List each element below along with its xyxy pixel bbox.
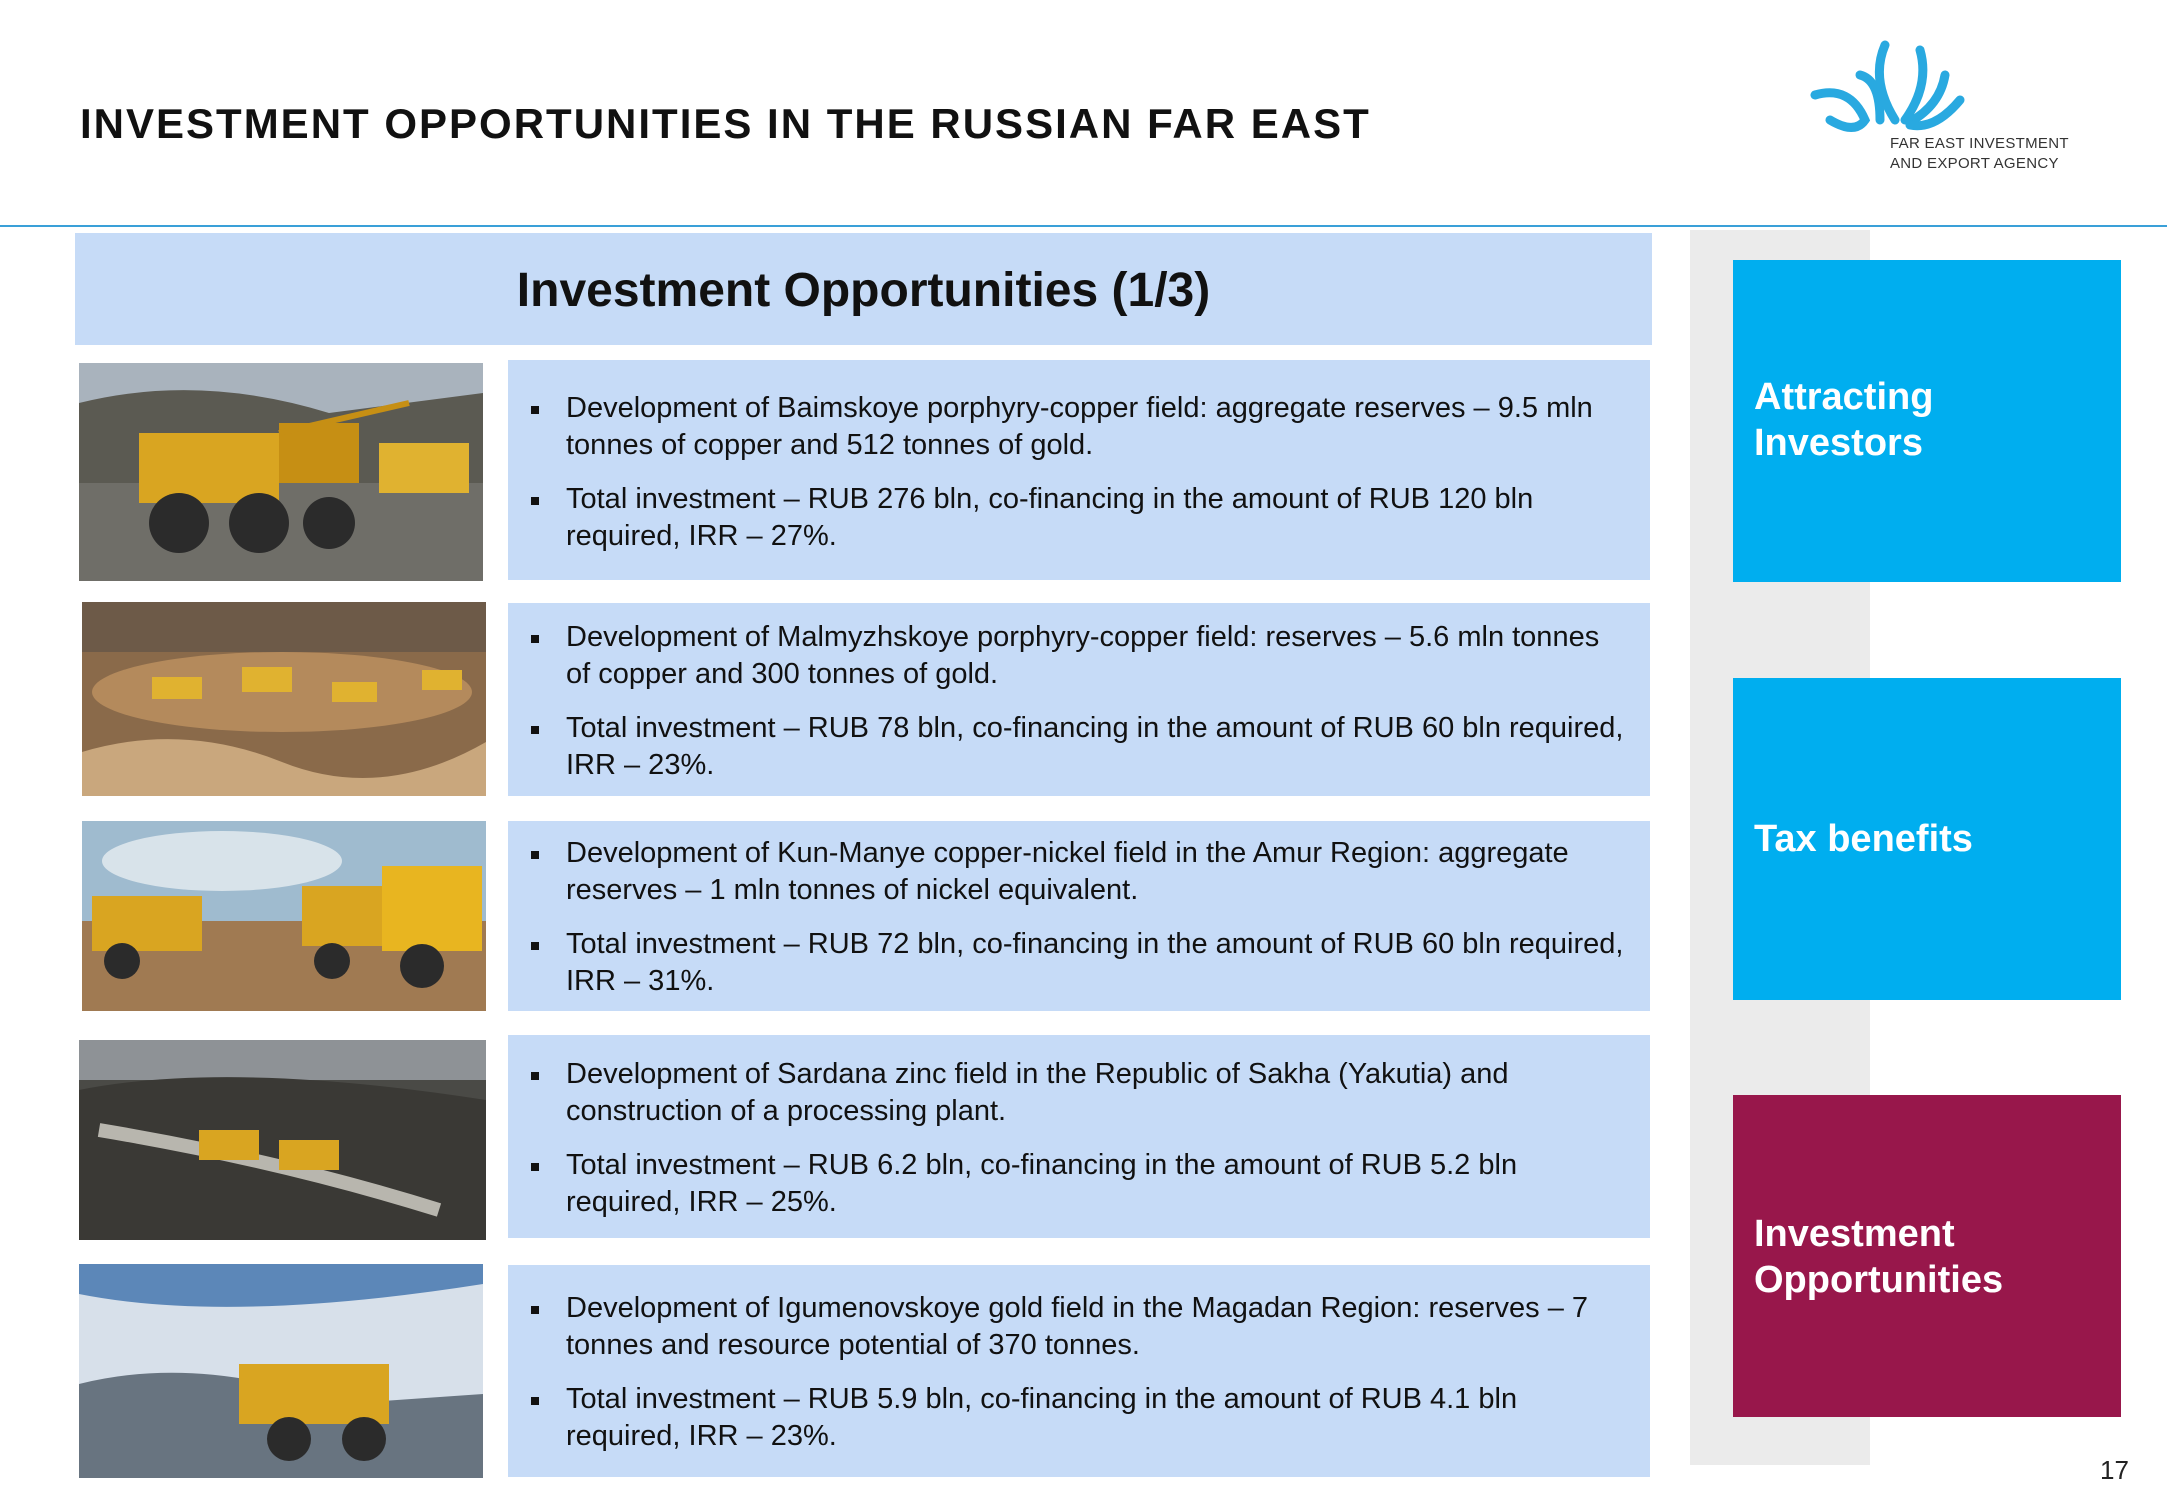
opportunity-description: Development of Sardana zinc field in the Republic of Sakha (Yakutia) and construction of a processing plant. xyxy=(508,1056,1650,1130)
agency-logo xyxy=(1810,40,2070,190)
opportunity-financials: Total investment – RUB 6.2 bln, co-financing in the amount of RUB 5.2 bln required, IRR – 25%. xyxy=(508,1147,1650,1221)
opportunity-description: Development of Kun-Manye copper-nickel field in the Amur Region: aggregate reserves – 1 mln tonnes of nickel equivalent. xyxy=(508,835,1650,909)
page-title: INVESTMENT OPPORTUNITIES IN THE RUSSIAN FAR EAST xyxy=(80,100,1371,147)
opportunity-sardana xyxy=(508,1035,1650,1238)
open-pit-excavators-photo xyxy=(82,602,486,796)
nav-card-attracting-investors[interactable] xyxy=(1733,260,2121,582)
section-header xyxy=(75,233,1652,345)
nav-card-label: Investment Opportunities xyxy=(1754,1213,2004,1301)
nav-card-label: Attracting Investors xyxy=(1754,376,1934,464)
winter-dump-truck-photo xyxy=(79,1264,483,1478)
opportunity-baimskoye xyxy=(508,360,1650,580)
section-title: Investment Opportunities (1/3) xyxy=(516,264,1211,317)
nav-card-tax-benefits[interactable] xyxy=(1733,678,2121,1000)
opportunity-description: Development of Igumenovskoye gold field in the Magadan Region: reserves – 7 tonnes and resource potential of 370 tonnes. xyxy=(508,1290,1650,1364)
opportunity-financials: Total investment – RUB 78 bln, co-financing in the amount of RUB 60 bln required, IRR – 23%. xyxy=(508,710,1650,784)
nav-card-label: Tax benefits xyxy=(1754,818,1973,860)
articulated-haulers-photo xyxy=(82,821,486,1011)
page-number: 17 xyxy=(2100,1455,2129,1485)
haul-road-trucks-photo xyxy=(79,1040,486,1240)
opportunity-igumenovskoye xyxy=(508,1265,1650,1477)
opportunity-malmyzhskoye xyxy=(508,603,1650,796)
nav-card-investment-opportunities[interactable] xyxy=(1733,1095,2121,1417)
opportunity-financials: Total investment – RUB 5.9 bln, co-financing in the amount of RUB 4.1 bln required, IRR – 23%. xyxy=(508,1381,1650,1455)
logo-text-line1: FAR EAST INVESTMENT xyxy=(1890,135,2069,152)
opportunity-financials: Total investment – RUB 276 bln, co-financing in the amount of RUB 120 bln required, IRR – 27%. xyxy=(508,481,1650,555)
logo-text-line2: AND EXPORT AGENCY xyxy=(1890,155,2059,172)
opportunity-description: Development of Baimskoye porphyry-copper field: aggregate reserves – 9.5 mln tonnes of copper and 512 tonnes of gold. xyxy=(508,390,1650,464)
opportunity-kun-manye xyxy=(508,821,1650,1011)
opportunity-financials: Total investment – RUB 72 bln, co-financing in the amount of RUB 60 bln required, IRR – 31%. xyxy=(508,926,1650,1000)
opportunity-description: Development of Malmyzhskoye porphyry-copper field: reserves – 5.6 mln tonnes of copper and 300 tonnes of gold. xyxy=(508,619,1650,693)
header-divider xyxy=(0,225,2167,227)
lotus-logo-icon xyxy=(1810,40,1980,140)
mining-dump-truck-photo xyxy=(79,363,483,581)
